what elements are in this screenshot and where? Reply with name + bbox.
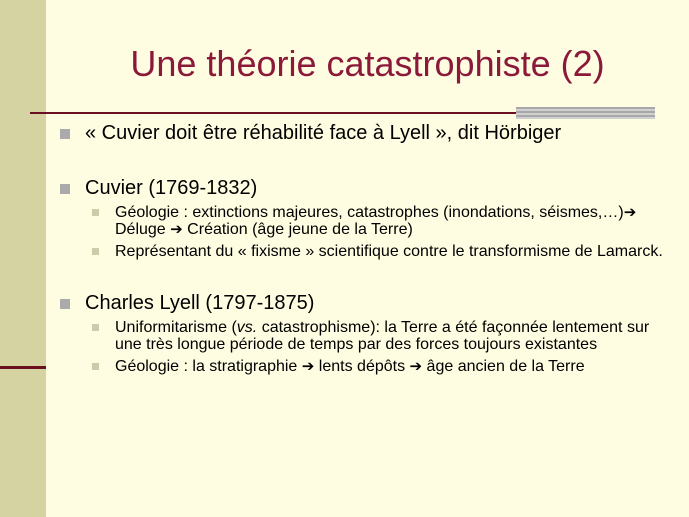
arrow-right-icon: ➔ — [301, 358, 315, 375]
sub-bullet-text-part: Uniformitarisme ( — [115, 319, 237, 336]
arrow-right-icon: ➔ — [170, 221, 183, 238]
slide-title: Une théorie catastrophiste (2) — [130, 43, 605, 84]
square-bullet-icon — [60, 299, 70, 309]
sub-bullet-text-part: Géologie : la stratigraphie — [115, 358, 302, 375]
sub-bullet-text-italic: vs. — [236, 319, 258, 336]
bullet-cuvier — [60, 176, 670, 200]
sub-bullet-text-part: Déluge — [115, 221, 171, 238]
side-bar — [0, 0, 46, 517]
sub-bullet-cuvier-fixisme — [92, 243, 670, 260]
title-rule-accent — [516, 107, 655, 119]
square-bullet-icon — [60, 129, 70, 139]
sub-bullet-cuvier-geologie — [92, 204, 670, 238]
sub-bullet-text-part: âge ancien de la Terre — [422, 358, 585, 375]
bullet-text: Cuvier (1769-1832) — [85, 177, 258, 199]
bullet-text: Charles Lyell (1797-1875) — [85, 292, 315, 314]
arrow-right-icon: ➔ — [409, 358, 423, 375]
square-bullet-icon — [92, 248, 99, 255]
bullet-lyell — [60, 291, 670, 315]
side-accent-line — [0, 366, 46, 369]
sub-bullet-text-part: catastrophisme): la Terre a été façonnée lentement sur une très longue période de temps par des forces toujours existantes — [115, 319, 650, 353]
sub-bullet-text-part: Représentant du « fixisme » scientifique contre le transformisme de Lamarck. — [115, 243, 663, 260]
bullet-text: « Cuvier doit être réhabilité face à Lyell », dit Hörbiger — [85, 122, 562, 144]
square-bullet-icon — [60, 184, 70, 194]
square-bullet-icon — [92, 363, 99, 370]
sub-bullet-lyell-uniformitarisme — [92, 319, 670, 353]
sub-bullet-text-part: Création (âge jeune de la Terre) — [182, 221, 413, 238]
arrow-right-icon: ➔ — [623, 204, 637, 221]
bullet-hoerbiger — [60, 121, 670, 145]
slide-content — [60, 121, 670, 375]
square-bullet-icon — [92, 209, 99, 216]
sub-bullet-text-part: Géologie : extinctions majeures, catastrophes (inondations, séismes,…) — [115, 204, 624, 221]
sub-bullet-lyell-stratigraphie — [92, 358, 670, 375]
sub-bullet-text-part: lents dépôts — [314, 358, 410, 375]
square-bullet-icon — [92, 324, 99, 331]
